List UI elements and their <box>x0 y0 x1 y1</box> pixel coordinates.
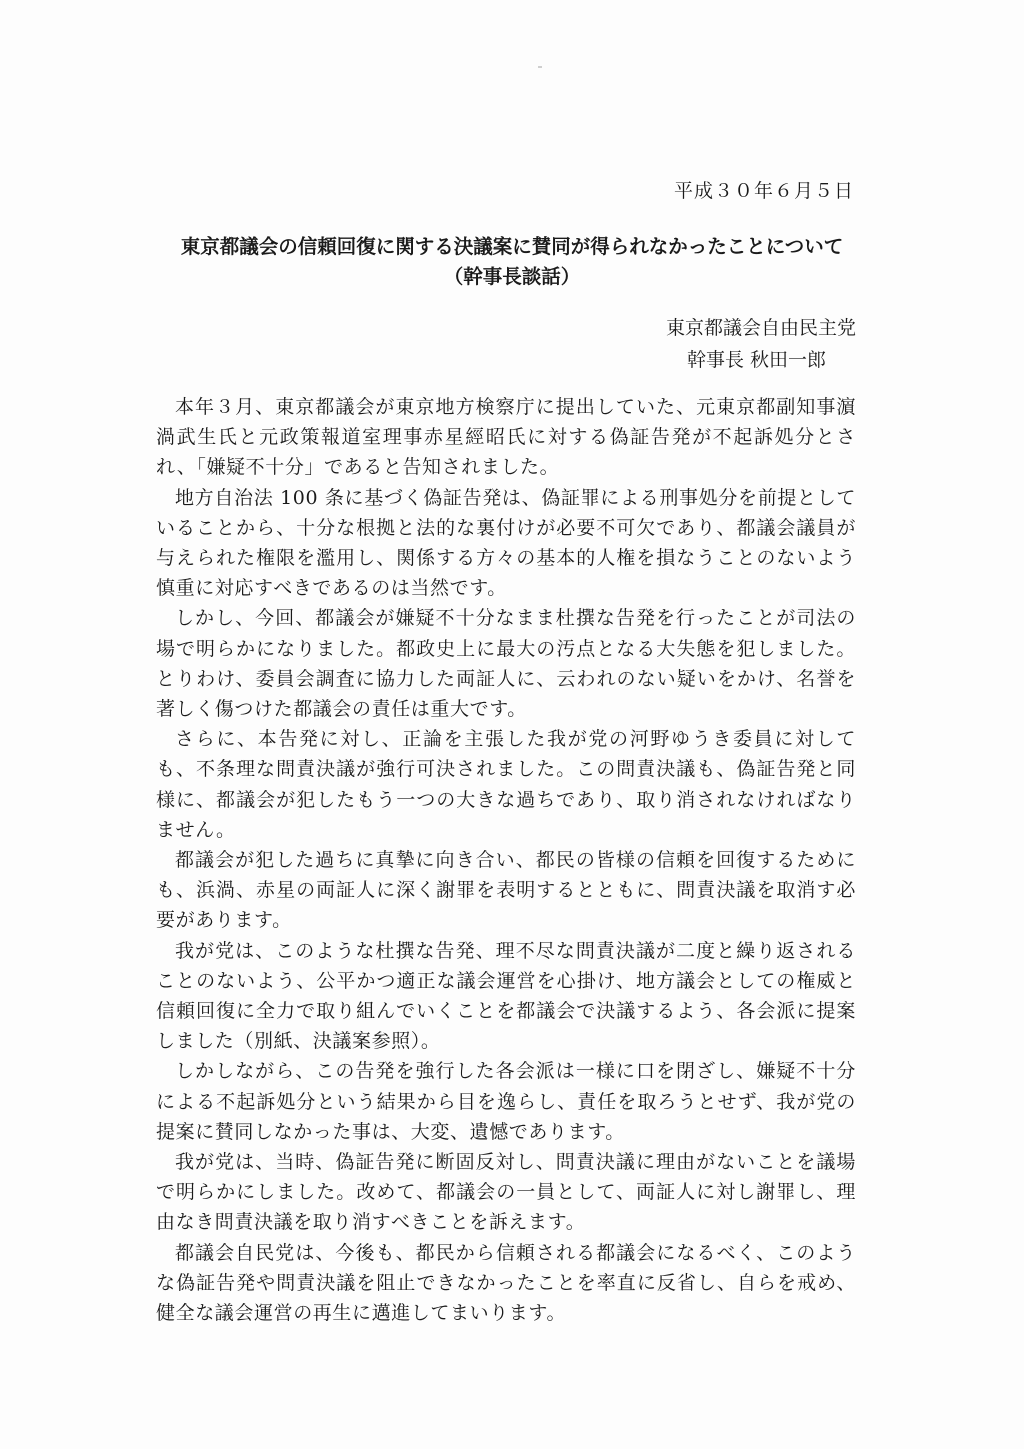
body-paragraph: 地方自治法 100 条に基づく偽証告発は、偽証罪による刑事処分を前提としていることから、十分な根拠と法的な裏付けが必要不可欠であり、都議会議員が与えられた権限を濫用し、関係する方々の基本的人権を損なうことのないよう慎重に対応すべきであるのは当然です。 <box>156 486 856 600</box>
document-body <box>156 392 856 1328</box>
title-block <box>100 232 924 292</box>
body-paragraph: しかし、今回、都議会が嫌疑不十分なまま杜撰な告発を行ったことが司法の場で明らかになりました。都政史上に最大の汚点となる大失態を犯しました。とりわけ、委員会調査に協力した両証人に、云われのない疑いをかけ、名誉を著しく傷つけた都議会の責任は重大です。 <box>156 607 856 721</box>
body-paragraph: 我が党は、当時、偽証告発に断固反対し、問責決議に理由がないことを議場で明らかにしました。改めて、都議会の一員として、両証人に対し謝罪し、理由なき問責決議を取り消すべきことを訴えます。 <box>156 1151 856 1234</box>
body-paragraph: さらに、本告発に対し、正論を主張した我が党の河野ゆうき委員に対しても、不条理な問責決議が強行可決されました。この問責決議も、偽証告発と同様に、都議会が犯したもう一つの大きな過ちであり、取り消されなければなりません。 <box>156 728 856 841</box>
author-name: 幹事長 秋田一郎 <box>686 349 827 371</box>
body-paragraph: しかしながら、この告発を強行した各会派は一様に口を閉ざし、嫌疑不十分による不起訴処分という結果から目を逸らし、責任を取ろうとせず、我が党の提案に賛同しなかった事は、大変、遺憾であります。 <box>156 1060 856 1143</box>
document-date: 平成３０年６月５日 <box>673 180 854 202</box>
body-paragraph: 本年３月、東京都議会が東京地方検察庁に提出していた、元東京都副知事濵渦武生氏と元政策報道室理事赤星經昭氏に対する偽証告発が不起訴処分とされ、「嫌疑不十分」であると告知されました。 <box>156 396 856 479</box>
body-paragraph: 都議会が犯した過ちに真摯に向き合い、都民の皆様の信頼を回復するためにも、浜渦、赤星の両証人に深く謝罪を表明するとともに、問責決議を取消す必要があります。 <box>156 849 856 932</box>
document-title: 東京都議会の信頼回復に関する決議案に賛同が得られなかったことについて <box>180 235 844 258</box>
author-organization: 東京都議会自由民主党 <box>665 317 856 339</box>
body-paragraph: 都議会自民党は、今後も、都民から信頼される都議会になるべく、このような偽証告発や問責決議を阻止できなかったことを率直に反省し、自らを戒め、健全な議会運営の再生に邁進してまいります。 <box>156 1241 856 1325</box>
author-block <box>666 312 856 376</box>
scan-mark <box>538 66 542 68</box>
body-paragraph: 我が党は、このような杜撰な告発、理不尽な問責決議が二度と繰り返されることのないよう、公平かつ適正な議会運営を心掛け、地方議会としての権威と信頼回復に全力で取り組んでいくことを都議会で決議するよう、各会派に提案しました（別紙、決議案参照）。 <box>156 939 856 1053</box>
document-subtitle: （幹事長談話） <box>443 265 581 288</box>
